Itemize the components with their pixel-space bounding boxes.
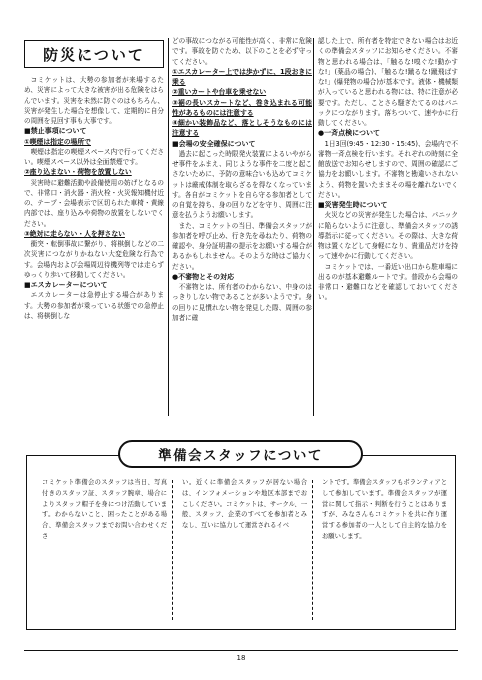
staff-banner: [118, 440, 363, 468]
paragraph: エスカレーターは急停止する場合があります。大勢の参加者が乗っている状態での急停止は、将棋倒しな: [24, 291, 164, 320]
paragraph: 認した上で、所有者を特定できない場合はお近くの準備会スタッフにお知らせください。不審物と思われる場合は、「触るな!嗅ぐな!動かすな!」(薬品の場合)、「触るな!蹴るな!蹴飛ばすな!」(爆発物の場合)が基本です。液体・機械類が入っていると思われる物には、特に注意が必要です。ただし、ことさら騒ぎたてるのはパニックにつながります。落ちついて、速やかに行動してください。: [318, 37, 458, 127]
paragraph: い。近くに準備会スタッフが居ない場合は、インフォメーションや地区本部までおこしください。コミケットは、サークル、一般、スタッフ、企業のすべてを参加者とみなし、互いに協力して運営されるイベ: [182, 479, 307, 530]
intro-text: コミケットは、大勢の参加者が来場するため、災害によって大きな被害が出る危険をはらんでいます。災害を未然に防ぐのはもちろん、災害が発生した場合を想像して、定期的に自分の周囲を見回す事も大事です。: [24, 76, 164, 125]
subheading: ②座り込まない・荷物を放置しない: [24, 168, 132, 177]
staff-column-2: [182, 478, 307, 532]
paragraph: 災害時に避難活動や設備使用の妨げとなるので、非常口・消火器・消火栓・火災報知機付近の、テープ・会場表示で区切られた車椅・黄線内部では、座り込みや荷物の放置をしないでください。: [24, 178, 164, 228]
dashed-divider: [312, 480, 313, 620]
paragraph: 衝突・転倒事故に繋がり、将棋倒しなどの二次災害につながりかねない大変危険な行為です。会場内および会場周辺待機列等では走らずゆっくり歩いて移動してください。: [24, 240, 164, 279]
rule-item: ④細かい装飾品など、落としそうなものには注意する: [172, 119, 312, 138]
column-3: [318, 36, 458, 303]
rule-item: ①エスカレーター上では歩かずに、1段おきに乗る: [172, 67, 312, 86]
section-heading: ■禁止事項について: [24, 127, 87, 136]
section-title-box: [24, 40, 164, 68]
page-number: 18: [236, 654, 246, 662]
section-heading: ■エスカレーターについて: [24, 281, 108, 289]
subheading: ③絶対に走らない・人を押さない: [24, 229, 125, 238]
rule-item: ③裾の長いスカートなど、巻き込まれる可能性があるものには注意する: [172, 98, 312, 117]
paragraph: ントです。準備会スタッフもボランティアとして参加しています。準備会スタッフが運営に関して指示・判断を行うことはありますが、みなさんもコミケットを共に作り運営する参加者の一人として自主的な協力をお願いします。: [322, 479, 447, 540]
paragraph: 過去に起こった時限発火装置によるいやがらせ事件をふまえ、同じような事件を二度と起こさないために、予防の意味合いも込めてコミケットは厳戒体制を取らざるを得なくなっています。各自がコミケットを自ら守る参加者としての自覚を持ち、身の回りなどを守り、周囲に注意を払うようお願いします。: [172, 149, 312, 220]
footer-rule: [24, 650, 458, 651]
section-heading: ●不審物とその対応: [172, 272, 235, 281]
column-divider: [313, 38, 314, 416]
section-heading: ●一斉点検について: [318, 129, 380, 138]
section-heading: ■会場の安全確保について: [172, 139, 256, 148]
staff-column-3: [322, 478, 447, 543]
paragraph: コミケット準備会のスタッフは当日、写真付きのスタッフ証、スタッフ腕章、場合によりスタッフ帽子を身につけ活動しています。わからないこと、困ったことがある場合、準備会スタッフまでお問い合わせくださ: [42, 479, 167, 540]
dashed-divider: [172, 480, 173, 620]
paragraph: 不審物とは、所有者のわからない、中身のはっきりしない物であることが多いようです。身の回りに見慣れない物を発見した際、周囲の参加者に確: [172, 283, 312, 322]
column-1: [24, 75, 164, 321]
paragraph: コミケットでは、一番近い出口から駐車場に出るのが基本避難ルートです。普段から会場の非常口・避難口などを確認しておいてください。: [318, 262, 458, 302]
paragraph: どの事故につながる可能性が高く、非常に危険です。事故を防ぐため、以下のことを必ず守ってください。: [172, 37, 312, 66]
column-2: [172, 36, 312, 323]
paragraph: 火災などの災害が発生した場合は、パニックに陥らないように注意し、準備会スタッフの誘導指示に従ってください。その際は、大きな荷物は置くなどして身軽になり、貴重品だけを持って速やかに行動してください。: [318, 211, 458, 261]
staff-column-1: [42, 478, 167, 543]
staff-banner-title: 準備会スタッフについて: [158, 448, 323, 464]
page-title: 防災について: [43, 45, 145, 64]
subheading: ①喫煙は指定の場所で: [24, 137, 91, 146]
paragraph: また、コミケットの当日、準備会スタッフが参加者を呼び止め、行き先を尋ねたり、荷物の確認や、身分証明書の提示をお願いする場合があるかもしれません。そのような時はご協力ください。: [172, 221, 312, 271]
paragraph: 1日3回(9:45・12:30・15:45)、会場内で不審物一斉点検を行います。それぞれの時刻に全館放送でお知らせしますので、周囲の確認にご協力をお願いします。不審物と勘違いされないよう、荷物を置いたままその場を離れないでください。: [318, 139, 458, 199]
column-divider: [168, 38, 169, 416]
paragraph: 喫煙は指定の喫煙スペース内で行ってください。喫煙スペース以外は全面禁煙です。: [24, 147, 164, 166]
section-heading: ■災害発生時について: [318, 201, 388, 209]
rule-item: ②重いカートや台車を乗せない: [172, 88, 267, 97]
